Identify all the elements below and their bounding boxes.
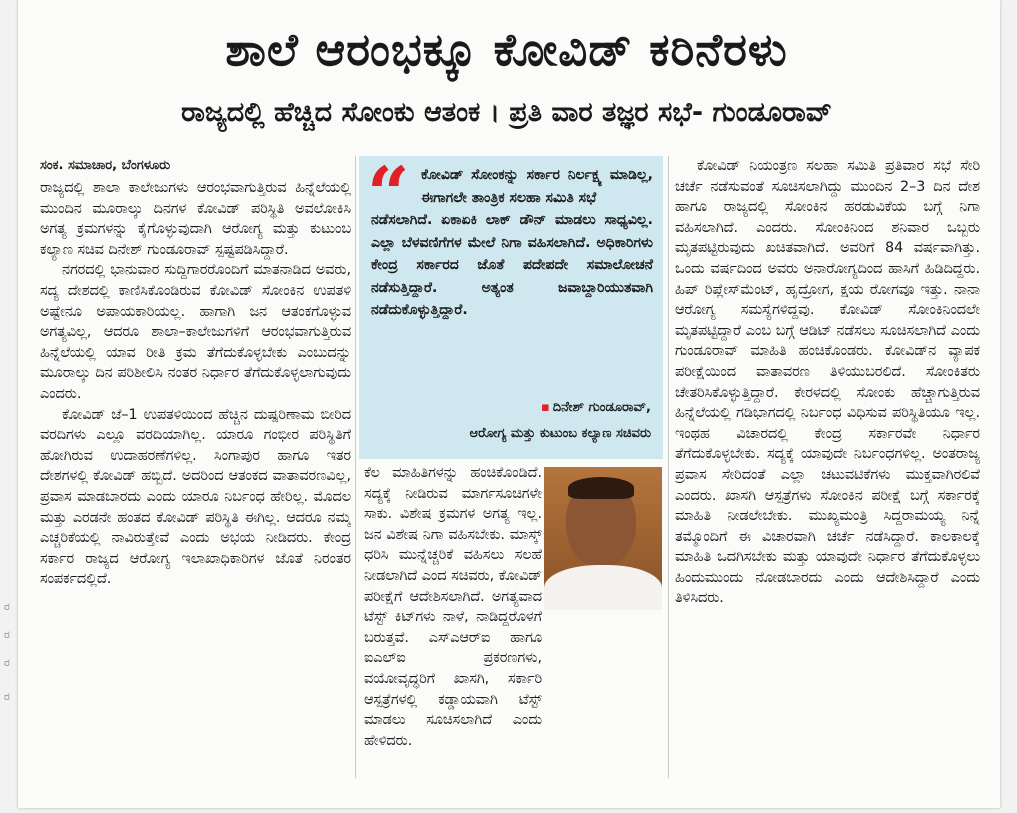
subheadline: ರಾಜ್ಯದಲ್ಲಿ ಹೆಚ್ಚಿದ ಸೋಂಕು ಆತಂಕ । ಪ್ರತಿ ವಾರ ತಜ್ಞರ ಸಭೆ- ಗುಂಡೂರಾವ್ [181,97,832,128]
pull-quote-box [359,152,663,459]
column-divider [668,156,669,778]
article-paragraph: ಕೋವಿಡ್ ನಿಯಂತ್ರಣ ಸಲಹಾ ಸಮಿತಿ ಪ್ರತಿವಾರ ಸಭೆ ಸೇರಿ ಚರ್ಚೆ ನಡೆಸುವಂತೆ ಸೂಚಿಸಲಾಗಿದ್ದು ಮುಂದಿನ 2–3 ದಿನ ದೇಶ ಹಾಗೂ ರಾಜ್ಯದಲ್ಲಿ ಸೋಂಕಿನ ಹರಡುವಿಕೆಯ ಬಗ್ಗೆ ನಿಗಾ ವಹಿಸಲಾಗಿದೆ. ಎಂದರು. ಸೋಂಕಿನಿಂದ ಶನಿವಾರ ಒಬ್ಬರು ಮೃತಪಟ್ಟಿರುವುದು ಖಚಿತವಾಗಿದೆ. ಅವರಿಗೆ 84 ವರ್ಷವಾಗಿತ್ತು. ಒಂದು ವರ್ಷದಿಂದ ಅವರು ಅನಾರೋಗ್ಯದಿಂದ ಹಾಸಿಗೆ ಹಿಡಿದಿದ್ದರು. ಹಿಪ್ ರಿಪ್ಲೇಸ್‌ಮೆಂಟ್, ಹೃದ್ರೋಗ, ಕ್ಷಯ ರೋಗವೂ ಇತ್ತು. ನಾನಾ ಆರೋಗ್ಯ ಸಮಸ್ಯೆಗಳಿದ್ದವು. ಕೋವಿಡ್ ಸೋಂಕಿನಿಂದಲೇ ಮೃತಪಟ್ಟಿದ್ದಾರೆ ಎಂಬ ಬಗ್ಗೆ ಆಡಿಟ್ ನಡೆಸಲು ಸೂಚಿಸಲಾಗಿದೆ ಎಂದು ಗುಂಡೂರಾವ್ ಮಾಹಿತಿ ಹಂಚಿಕೊಂಡರು. ಕೋವಿಡ್‌ನ ವ್ಯಾಪಕ ಪರೀಕ್ಷೆಯಿಂದ ವಾತಾವರಣ ತಿಳಿಯುಬರಲಿದೆ. ಸೋಂಕಿತರು ಚೇತರಿಸಿಕೊಳ್ಳುತ್ತಿದ್ದಾರೆ. ಕೇರಳದಲ್ಲಿ ಸೋಂಕು ಹೆಚ್ಚಾಗುತ್ತಿರುವ ಹಿನ್ನೆಲೆಯಲ್ಲಿ ಗಡಿಭಾಗದಲ್ಲಿ ನಿರ್ಬಂಧ ವಿಧಿಸುವ ಪರಿಸ್ಥಿತಿಯೂ ಇಲ್ಲ. ಇಂಥಹ ವಿಚಾರದಲ್ಲಿ ಕೇಂದ್ರ ಸರ್ಕಾರವೇ ನಿರ್ಧಾರ ತೆಗೆದುಕೊಳ್ಳಬೇಕು. ಸದ್ಯಕ್ಕೆ ಯಾವುದೇ ನಿರ್ಬಂಧಗಳಿಲ್ಲ. ಅಂತರಾಜ್ಯ ಪ್ರವಾಸ ಸೇರಿದಂತೆ ಎಲ್ಲಾ ಚಟುವಟಿಕೆಗಳು ಮುಕ್ತವಾಗಿರಲಿವೆ ಎಂದರು. ಖಾಸಗಿ ಆಸ್ಪತ್ರೆಗಳು ಸೋಂಕಿನ ಪರೀಕ್ಷೆ ಬಗ್ಗೆ ಸರ್ಕಾರಕ್ಕೆ ಮಾಹಿತಿ ನೀಡಲೇಬೇಕು. ಮುಖ್ಯಮಂತ್ರಿ ಸಿದ್ದರಾಮಯ್ಯ ನಿನ್ನೆ ತಮ್ಮೊಂದಿಗೆ ಈ ವಿಚಾರವಾಗಿ ಚರ್ಚೆ ನಡೆಸಿದ್ದಾರೆ. ಕಾಲಕಾಲಕ್ಕೆ ಮಾಹಿತಿ ಒದಗಿಸಬೇಕು ಮತ್ತು ಯಾವುದೇ ನಿರ್ಧಾರ ತೆಗೆದುಕೊಳ್ಳಲು ಹಿಂದುಮುಂದು ನೋಡಬಾರದು ಎಂದು ಆದೇಶಿಸಿದ್ದಾರೆ ಎಂದು ತಿಳಿಸಿದರು. [675,158,980,607]
article-paragraph: ಕೆಲ ಮಾಹಿತಿಗಳನ್ನು ಹಂಚಿಕೊಂಡಿದೆ. ಸದ್ಯಕ್ಕೆ ನೀಡಿರುವ ಮಾರ್ಗಸೂಚಿಗಳೇ ಸಾಕು. ವಿಶೇಷ ಕ್ರಮಗಳ ಅಗತ್ಯ ಇಲ್ಲ. ಜನ ವಿಶೇಷ ನಿಗಾ ವಹಿಸಬೇಕು. ಮಾಸ್ಕ್ ಧರಿಸಿ ಮುನ್ನೆಚ್ಚರಿಕೆ ವಹಿಸಲು ಸಲಹೆ ನೀಡಲಾಗಿದೆ ಎಂದ ಸಚಿವರು, ಕೋವಿಡ್ ಪರೀಕ್ಷೆಗೆ ಆದೇಶಿಸಲಾಗಿದೆ. ಅಗತ್ಯವಾದ ಟೆಸ್ಟ್ ಕಿಟ್‌ಗಳು ನಾಳೆ, ನಾಡಿದ್ದರೊಳಗೆ ಬರುತ್ತವೆ. ಎಸ್‌ಎಆರ್‌ಐ ಹಾಗೂ ಐಎಲ್ಐ ಪ್ರಕರಣಗಳು, ವಯೋವೃದ್ಧರಿಗೆ ಖಾಸಗಿ, ಸರ್ಕಾರಿ ಆಸ್ಪತ್ರೆಗಳಲ್ಲಿ ಕಡ್ಡಾಯವಾಗಿ ಟೆಸ್ಟ್ ಮಾಡಲು ಸೂಚಿಸಲಾಗಿದೆ ಎಂದು ಹೇಳಿದರು. [364,465,542,749]
minister-photo [544,467,662,610]
headline: ಶಾಲೆ ಆರಂಭಕ್ಕೂ ಕೋವಿಡ್ ಕರಿನೆರಳು [225,23,788,76]
article-column-right [675,156,980,778]
edge-mark: ರ [4,628,10,641]
edge-mark: ರ [4,600,10,613]
pull-quote [371,164,653,322]
pull-quote-text: ನಡೆಸಲಾಗಿದೆ. ಏಕಾಏಕಿ ಲಾಕ್ ಡೌನ್ ಮಾಡಲು ಸಾಧ್ಯವಿಲ್ಲ. ಎಲ್ಲಾ ಬೆಳವಣಿಗೆಗಳ ಮೇಲೆ ನಿಗಾ ವಹಿಸಲಾಗಿದೆ. ಅಧಿಕಾರಿಗಳು ಕೇಂದ್ರ ಸರ್ಕಾರದ ಜೊತೆ ಪದೇಪದೇ ಸಮಾಲೋಚನೆ ನಡೆಸುತ್ತಿದ್ದಾರೆ. ಅತ್ಯಂತ ಜವಾಬ್ದಾರಿಯುತವಾಗಿ ನಡೆದುಕೊಳ್ಳುತ್ತಿದ್ದಾರೆ. [371,212,653,318]
edge-mark: ರ [4,656,10,669]
article-paragraph: ಕೋವಿಡ್ ಜೆ–1 ಉಪತಳಿಯಿಂದ ಹೆಚ್ಚಿನ ದುಷ್ಪರಿಣಾಮ ಬೀರಿದ ವರದಿಗಳು ಎಲ್ಲೂ ವರದಿಯಾಗಿಲ್ಲ. ಯಾರೂ ಗಂಭೀರ ಪರಿಸ್ಥಿತಿಗೆ ಹೋಗಿರುವ ಉದಾಹರಣೆಗಳಿಲ್ಲ. ಸಿಂಗಾಪುರ ಹಾಗೂ ಇತರ ದೇಶಗಳಲ್ಲಿ ಕೋವಿಡ್ ಹಬ್ಬಿದೆ. ಅದರಿಂದ ಆತಂಕದ ವಾತಾವರಣವಿಲ್ಲ, ಪ್ರವಾಸ ಮಾಡಬಾರದು ಎಂದು ಯಾರೂ ನಿರ್ಬಂಧ ಹೇರಿಲ್ಲ. ಮೊದಲ ಮತ್ತು ಎರಡನೇ ಹಂತದ ಕೋವಿಡ್ ಪರಿಸ್ಥಿತಿ ಈಗಿಲ್ಲ. ಆದರೂ ನಮ್ಮ ಎಚ್ಚರಿಕೆಯಲ್ಲಿ ನಾವಿರುತ್ತೇವೆ ಎಂದು ಅಭಯ ನೀಡಿದರು. ಕೇಂದ್ರ ಸರ್ಕಾರ ರಾಜ್ಯದ ಆರೋಗ್ಯ ಇಲಾಖಾಧಿಕಾರಿಗಳ ಜೊತೆ ನಿರಂತರ ಸಂಪರ್ಕದಲ್ಲಿದೆ. [40,406,351,588]
bullet-icon: ▪ [540,400,550,415]
quote-author-role: ಆರೋಗ್ಯ ಮತ್ತು ಕುಟುಂಬ ಕಲ್ಯಾಣ ಸಚಿವರು [469,426,651,441]
article-paragraph: ರಾಜ್ಯದಲ್ಲಿ ಶಾಲಾ ಕಾಲೇಜುಗಳು ಆರಂಭವಾಗುತ್ತಿರುವ ಹಿನ್ನೆಲೆಯಲ್ಲಿ ಮುಂದಿನ ಮೂರಾಲ್ಕು ದಿನಗಳ ಕೋವಿಡ್ ಪರಿಸ್ಥಿತಿ ಅವಲೋಕಿಸಿ ಅಗತ್ಯ ಕ್ರಮಗಳನ್ನು ಕೈಗೊಳ್ಳುವುದಾಗಿ ಆರೋಗ್ಯ ಮತ್ತು ಕುಟುಂಬ ಕಲ್ಯಾಣ ಸಚಿವ ದಿನೇಶ್ ಗುಂಡೂರಾವ್ ಸ್ಪಷ್ಟಪಡಿಸಿದ್ದಾರೆ. [40,180,351,258]
quote-author-name: ದಿನೇಶ್ ಗುಂಡೂರಾವ್, [552,400,651,415]
newspaper-clipping [18,0,1000,808]
pull-quote-lead: ಕೋವಿಡ್ ಸೋಂಕನ್ನು ಸರ್ಕಾರ ನಿರ್ಲಕ್ಷ್ಯ ಮಾಡಿಲ್ಲ, ಈಗಾಗಲೇ ತಾಂತ್ರಿಕ ಸಲಹಾ ಸಮಿತಿ ಸಭೆ [421,167,653,206]
quote-attribution [541,400,651,415]
quote-mark-icon: “ [367,152,410,238]
article-paragraph: ನಗರದಲ್ಲಿ ಭಾನುವಾರ ಸುದ್ದಿಗಾರರೊಂದಿಗೆ ಮಾತನಾಡಿದ ಅವರು, ಸದ್ಯ ದೇಶದಲ್ಲಿ ಕಾಣಿಸಿಕೊಂಡಿರುವ ಕೋವಿಡ್ ಸೋಂಕಿನ ಉಪತಳಿ ಅಷ್ಟೇನೂ ಅಪಾಯಕಾರಿಯಲ್ಲ. ಹಾಗಾಗಿ ಜನ ಆತಂಕಗೊಳ್ಳುವ ಅಗತ್ಯವಿಲ್ಲ, ಆದರೂ ಶಾಲಾ–ಕಾಲೇಜುಗಳಿಗೆ ಆರಂಭವಾಗುತ್ತಿರುವ ಹಿನ್ನೆಲೆಯಲ್ಲಿ ಯಾವ ರೀತಿ ಕ್ರಮ ತೆಗೆದುಕೊಳ್ಳಬೇಕು ಎಂಬುದನ್ನು ಮೂರಾಲ್ಕು ದಿನ ಪರಿಶೀಲಿಸಿ ನಂತರ ನಿರ್ಧಾರ ತೆಗೆದುಕೊಳ್ಳಲಾಗುವುದು ಎಂದರು. [40,262,351,402]
article-column-left [40,156,351,778]
column-divider [355,156,356,778]
byline: ಸಂಕ. ಸಮಾಚಾರ, ಬೆಂಗಳೂರು [40,158,171,173]
article-column-middle [364,463,542,785]
edge-mark: ರ [4,690,10,703]
